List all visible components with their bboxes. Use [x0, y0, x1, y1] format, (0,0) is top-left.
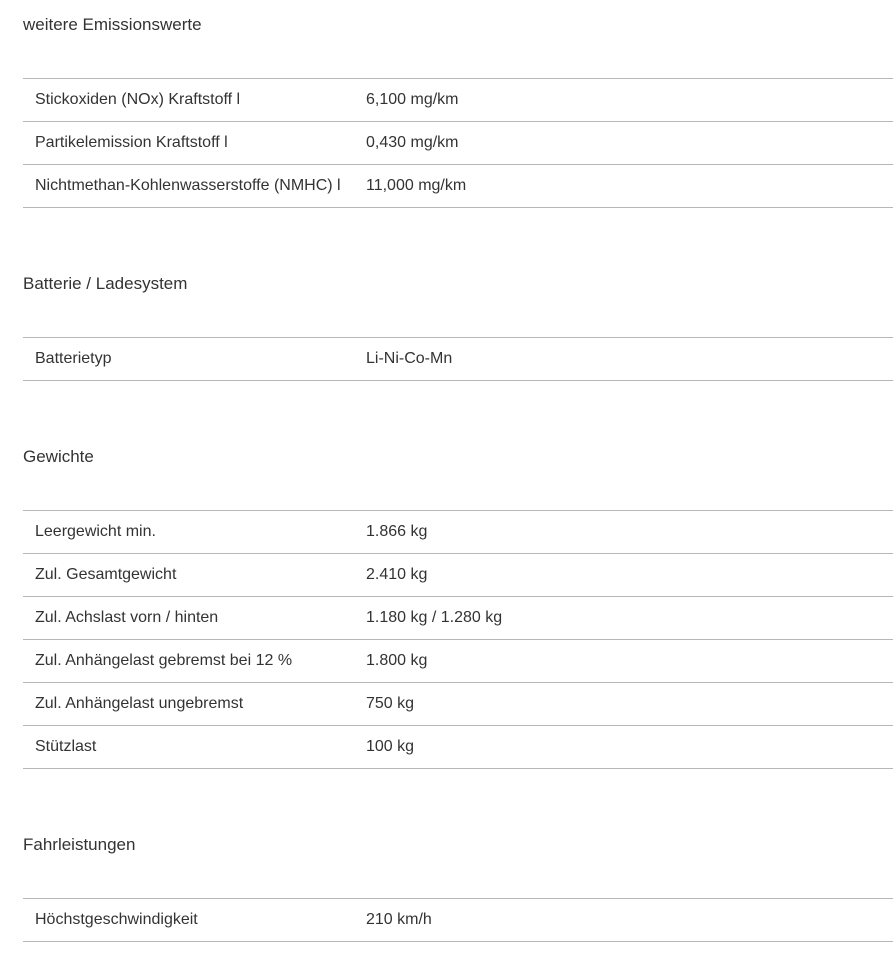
row-value: 11,000 mg/km: [366, 177, 467, 194]
row-value: 750 kg: [366, 695, 415, 712]
table-row: [23, 165, 893, 208]
emissions-table: [23, 78, 893, 208]
section-title-emissions: weitere Emissionswerte: [23, 15, 202, 34]
section-performance: [23, 835, 893, 928]
table-row: [23, 79, 893, 122]
table-row: [23, 554, 893, 597]
table-row: [23, 511, 893, 554]
row-label: Höchstgeschwindigkeit: [35, 911, 198, 928]
row-value: 1.866 kg: [366, 523, 428, 540]
row-label: Partikelemission Kraftstoff l: [35, 134, 228, 151]
row-label: Stickoxiden (NOx) Kraftstoff l: [35, 91, 241, 108]
table-row: [23, 683, 893, 726]
table-row: [23, 640, 893, 683]
row-label: Zul. Anhängelast gebremst bei 12 %: [35, 652, 293, 669]
table-row: [23, 726, 893, 769]
row-value: 1.180 kg / 1.280 kg: [366, 609, 503, 626]
row-value: 210 km/h: [366, 911, 432, 928]
row-value: 6,100 mg/km: [366, 91, 459, 108]
weights-table: [23, 510, 893, 769]
section-emissions: [23, 15, 893, 194]
row-label: Zul. Achslast vorn / hinten: [35, 609, 219, 626]
row-value: 0,430 mg/km: [366, 134, 459, 151]
table-row: [23, 338, 893, 381]
section-title-performance: Fahrleistungen: [23, 835, 136, 854]
row-label: Zul. Gesamtgewicht: [35, 566, 177, 583]
row-value: 2.410 kg: [366, 566, 428, 583]
table-row: [23, 122, 893, 165]
performance-table: [23, 898, 893, 942]
table-row: [23, 899, 893, 942]
section-weights: [23, 447, 893, 755]
row-label: Zul. Anhängelast ungebremst: [35, 695, 244, 712]
battery-table: [23, 337, 893, 381]
row-label: Nichtmethan-Kohlenwasserstoffe (NMHC) l: [35, 177, 341, 194]
section-title-weights: Gewichte: [23, 447, 94, 466]
section-battery: [23, 274, 893, 367]
row-label: Batterietyp: [35, 350, 112, 367]
row-value: 100 kg: [366, 738, 415, 755]
row-label: Stützlast: [35, 738, 97, 755]
row-label: Leergewicht min.: [35, 523, 156, 540]
section-title-battery: Batterie / Ladesystem: [23, 274, 188, 293]
row-value: Li-Ni-Co-Mn: [366, 350, 453, 367]
row-value: 1.800 kg: [366, 652, 428, 669]
table-row: [23, 597, 893, 640]
